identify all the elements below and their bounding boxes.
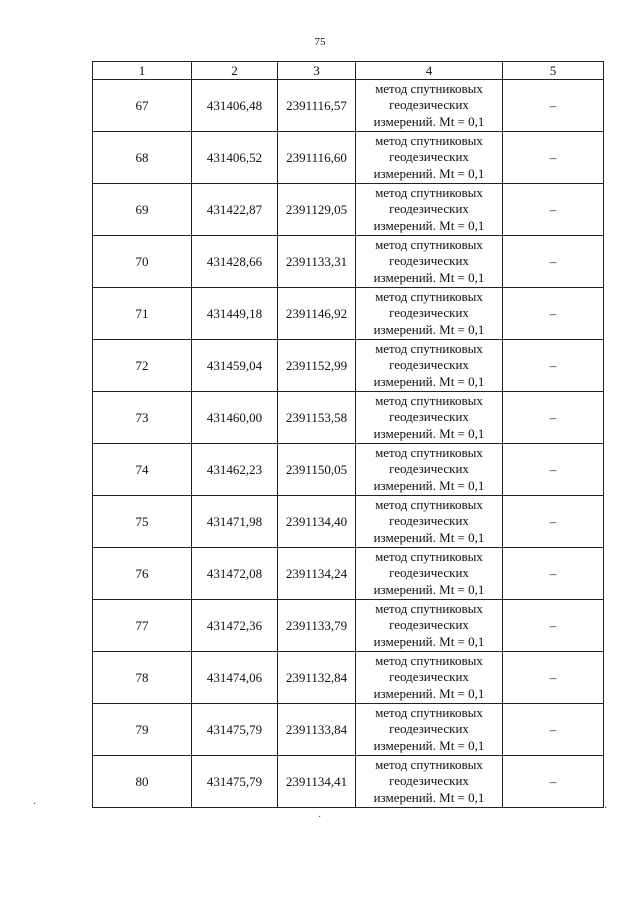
method-line: геодезических	[389, 253, 469, 269]
note-dash: –	[503, 340, 604, 392]
header-col-1: 1	[93, 62, 192, 80]
method-line: метод спутниковых	[375, 80, 483, 96]
method-line: геодезических	[389, 357, 469, 373]
method-line: метод спутниковых	[375, 704, 483, 720]
note-dash: –	[503, 184, 604, 236]
measurement-method	[356, 132, 503, 184]
method-line: измерений. Mt = 0,1	[373, 581, 485, 597]
table-row	[93, 132, 604, 184]
method-line: геодезических	[389, 149, 469, 165]
method-line: метод спутниковых	[375, 340, 483, 356]
note-dash: –	[503, 652, 604, 704]
method-line: измерений. Mt = 0,1	[373, 789, 485, 805]
point-number: 78	[93, 652, 192, 704]
method-line: измерений. Mt = 0,1	[373, 269, 485, 285]
coordinate-y: 2391134,24	[278, 548, 356, 600]
point-number: 73	[93, 392, 192, 444]
measurement-method	[356, 444, 503, 496]
coordinate-y: 2391134,40	[278, 496, 356, 548]
method-line: геодезических	[389, 409, 469, 425]
coordinate-y: 2391116,60	[278, 132, 356, 184]
coordinate-x: 431472,08	[192, 548, 278, 600]
coordinate-x: 431475,79	[192, 704, 278, 756]
coordinate-x: 431475,79	[192, 756, 278, 808]
method-line: метод спутниковых	[375, 652, 483, 668]
measurement-method	[356, 496, 503, 548]
coordinate-y: 2391150,05	[278, 444, 356, 496]
method-line: измерений. Mt = 0,1	[373, 425, 485, 441]
method-line: метод спутниковых	[375, 756, 483, 772]
method-line: геодезических	[389, 669, 469, 685]
method-line: измерений. Mt = 0,1	[373, 737, 485, 753]
method-line: метод спутниковых	[375, 132, 483, 148]
header-col-4: 4	[356, 62, 503, 80]
measurement-method	[356, 392, 503, 444]
coordinate-y: 2391133,31	[278, 236, 356, 288]
method-line: геодезических	[389, 721, 469, 737]
method-line: геодезических	[389, 773, 469, 789]
measurement-method	[356, 288, 503, 340]
measurement-method	[356, 548, 503, 600]
note-dash: –	[503, 80, 604, 132]
coordinates-table	[92, 61, 604, 808]
note-dash: –	[503, 392, 604, 444]
coordinate-y: 2391132,84	[278, 652, 356, 704]
table-row	[93, 80, 604, 132]
note-dash: –	[503, 288, 604, 340]
point-number: 72	[93, 340, 192, 392]
coordinate-y: 2391153,58	[278, 392, 356, 444]
measurement-method	[356, 652, 503, 704]
scan-speck: ·	[318, 812, 322, 823]
table-row	[93, 704, 604, 756]
header-col-2: 2	[192, 62, 278, 80]
note-dash: –	[503, 600, 604, 652]
point-number: 68	[93, 132, 192, 184]
header-col-3: 3	[278, 62, 356, 80]
method-line: измерений. Mt = 0,1	[373, 633, 485, 649]
coordinate-y: 2391134,41	[278, 756, 356, 808]
note-dash: –	[503, 756, 604, 808]
method-line: геодезических	[389, 461, 469, 477]
method-line: геодезических	[389, 97, 469, 113]
header-row	[93, 62, 604, 80]
method-line: измерений. Mt = 0,1	[373, 529, 485, 545]
coordinate-x: 431474,06	[192, 652, 278, 704]
table-row	[93, 392, 604, 444]
method-line: метод спутниковых	[375, 496, 483, 512]
point-number: 71	[93, 288, 192, 340]
header-col-5: 5	[503, 62, 604, 80]
measurement-method	[356, 340, 503, 392]
method-line: геодезических	[389, 513, 469, 529]
measurement-method	[356, 236, 503, 288]
method-line: измерений. Mt = 0,1	[373, 113, 485, 129]
measurement-method	[356, 756, 503, 808]
method-line: метод спутниковых	[375, 600, 483, 616]
table-row	[93, 548, 604, 600]
table-row	[93, 288, 604, 340]
method-line: метод спутниковых	[375, 392, 483, 408]
coordinate-x: 431428,66	[192, 236, 278, 288]
point-number: 79	[93, 704, 192, 756]
note-dash: –	[503, 704, 604, 756]
method-line: измерений. Mt = 0,1	[373, 373, 485, 389]
method-line: метод спутниковых	[375, 288, 483, 304]
page-number: 75	[314, 36, 326, 48]
point-number: 76	[93, 548, 192, 600]
table-row	[93, 496, 604, 548]
coordinate-x: 431406,52	[192, 132, 278, 184]
point-number: 70	[93, 236, 192, 288]
note-dash: –	[503, 548, 604, 600]
method-line: измерений. Mt = 0,1	[373, 217, 485, 233]
table-row	[93, 444, 604, 496]
method-line: метод спутниковых	[375, 548, 483, 564]
note-dash: –	[503, 132, 604, 184]
method-line: геодезических	[389, 617, 469, 633]
coordinate-x: 431449,18	[192, 288, 278, 340]
coordinate-x: 431459,04	[192, 340, 278, 392]
table-row	[93, 600, 604, 652]
method-line: геодезических	[389, 201, 469, 217]
coordinate-x: 431471,98	[192, 496, 278, 548]
table-row	[93, 652, 604, 704]
measurement-method	[356, 184, 503, 236]
method-line: измерений. Mt = 0,1	[373, 477, 485, 493]
measurement-method	[356, 600, 503, 652]
point-number: 80	[93, 756, 192, 808]
note-dash: –	[503, 236, 604, 288]
method-line: метод спутниковых	[375, 236, 483, 252]
measurement-method	[356, 80, 503, 132]
point-number: 69	[93, 184, 192, 236]
method-line: геодезических	[389, 305, 469, 321]
table-row	[93, 184, 604, 236]
coordinate-x: 431406,48	[192, 80, 278, 132]
coordinate-y: 2391146,92	[278, 288, 356, 340]
table-row	[93, 340, 604, 392]
scan-speck: ·	[604, 803, 608, 814]
table-row	[93, 756, 604, 808]
note-dash: –	[503, 444, 604, 496]
table-row	[93, 236, 604, 288]
method-line: метод спутниковых	[375, 444, 483, 460]
coordinate-x: 431462,23	[192, 444, 278, 496]
coordinate-y: 2391152,99	[278, 340, 356, 392]
coordinate-y: 2391133,79	[278, 600, 356, 652]
point-number: 67	[93, 80, 192, 132]
coordinate-y: 2391116,57	[278, 80, 356, 132]
method-line: измерений. Mt = 0,1	[373, 321, 485, 337]
point-number: 75	[93, 496, 192, 548]
measurement-method	[356, 704, 503, 756]
point-number: 74	[93, 444, 192, 496]
coordinate-y: 2391133,84	[278, 704, 356, 756]
scan-speck: ·	[33, 799, 37, 810]
coordinate-x: 431422,87	[192, 184, 278, 236]
note-dash: –	[503, 496, 604, 548]
coordinate-x: 431460,00	[192, 392, 278, 444]
table-body	[93, 80, 604, 808]
coordinate-x: 431472,36	[192, 600, 278, 652]
method-line: измерений. Mt = 0,1	[373, 165, 485, 181]
coordinate-y: 2391129,05	[278, 184, 356, 236]
point-number: 77	[93, 600, 192, 652]
method-line: измерений. Mt = 0,1	[373, 685, 485, 701]
method-line: метод спутниковых	[375, 184, 483, 200]
method-line: геодезических	[389, 565, 469, 581]
